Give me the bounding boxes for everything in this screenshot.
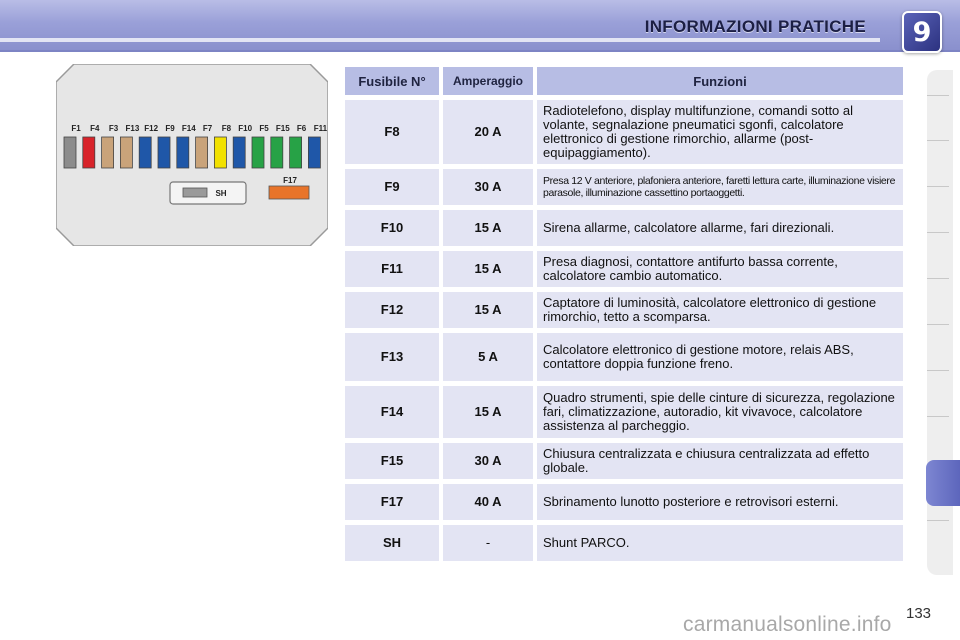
- fuse-amperage: 15 A: [443, 251, 533, 287]
- table-row: [345, 292, 903, 328]
- fuse-label-f5: F5: [259, 124, 269, 133]
- fuse-f9: [158, 137, 170, 168]
- fuse-label-f4: F4: [90, 124, 100, 133]
- fuse-id: F8: [345, 100, 439, 164]
- fuse-box-outline: [56, 64, 328, 246]
- header-amperage: Amperaggio: [443, 67, 533, 95]
- side-tab-divider: [927, 232, 949, 233]
- fuse-f15: [271, 137, 283, 168]
- fuse-function: Quadro strumenti, spie delle cinture di sicurezza, regolazione fari, climatizzazione, autoradio, kit vivavoce, calcolatore assistenza al parcheggio.: [537, 386, 903, 438]
- fuse-function: Sirena allarme, calcolatore allarme, fari direzionali.: [537, 210, 903, 246]
- fuse-label-f1: F1: [71, 124, 81, 133]
- side-tab-divider: [927, 95, 949, 96]
- fuse-f1: [64, 137, 76, 168]
- header-stripe: [0, 38, 880, 42]
- side-tab-active-chapter[interactable]: [926, 460, 960, 506]
- shunt-sh: [183, 188, 207, 197]
- fuse-label-f6: F6: [296, 124, 307, 133]
- fuse-amperage: 15 A: [443, 210, 533, 246]
- fuse-label-f8: F8: [221, 124, 232, 133]
- chapter-number: 9: [912, 16, 932, 48]
- shunt-sh-label: SH: [215, 189, 227, 198]
- table-row: [345, 333, 903, 381]
- fuse-f7: [196, 137, 208, 168]
- side-tab-divider: [927, 186, 949, 187]
- table-row: [345, 484, 903, 520]
- fuse-id: F13: [345, 333, 439, 381]
- fuse-f13: [120, 137, 132, 168]
- table-row: [345, 210, 903, 246]
- fuse-f11: [308, 137, 320, 168]
- shunt-sh-housing: [170, 182, 246, 204]
- chapter-header-bar: [0, 0, 960, 52]
- fuse-f14: [177, 137, 189, 168]
- table-row: [345, 443, 903, 479]
- fuse-id: F12: [345, 292, 439, 328]
- fuse-id: F11: [345, 251, 439, 287]
- page-number: 133: [906, 605, 932, 622]
- fuse-amperage: 20 A: [443, 100, 533, 164]
- fuse-f8: [214, 137, 226, 168]
- fuse-label-f7: F7: [202, 124, 213, 133]
- header-functions: Funzioni: [537, 67, 903, 95]
- table-row: [345, 386, 903, 438]
- side-tab-divider: [927, 324, 949, 325]
- watermark-text: carmanualsonline.info: [683, 613, 892, 636]
- side-tab-divider: [927, 140, 949, 141]
- fuse-f3: [102, 137, 114, 168]
- fuse-f4: [83, 137, 95, 168]
- fuse-label-f12: F12: [144, 124, 159, 133]
- fuse-table-header: [345, 67, 903, 95]
- fuse-f10: [233, 137, 245, 168]
- fuse-id: F10: [345, 210, 439, 246]
- fuse-label-f3: F3: [108, 124, 119, 133]
- chapter-title: INFORMAZIONI PRATICHE: [644, 17, 866, 36]
- fuse-function: Chiusura centralizzata e chiusura centralizzata ad effetto globale.: [537, 443, 903, 479]
- fuse-label-f11: F11: [313, 124, 328, 133]
- fuse-id: F9: [345, 169, 439, 205]
- fuse-amperage: 15 A: [443, 386, 533, 438]
- header-fuse-number: Fusibile N°: [345, 67, 439, 95]
- fuse-id: F14: [345, 386, 439, 438]
- fuse-label-f14: F14: [181, 124, 196, 133]
- table-row: [345, 100, 903, 164]
- fuse-amperage: 15 A: [443, 292, 533, 328]
- side-tab-divider: [927, 520, 949, 521]
- fuse-function: Sbrinamento lunotto posteriore e retrovisori esterni.: [537, 484, 903, 520]
- fuse-label-f9: F9: [165, 124, 175, 133]
- fuse-amperage: 5 A: [443, 333, 533, 381]
- table-row: [345, 525, 903, 561]
- fuse-function: Shunt PARCO.: [537, 525, 903, 561]
- fuse-id: SH: [345, 525, 439, 561]
- fuse-amperage: 30 A: [443, 169, 533, 205]
- table-row: [345, 251, 903, 287]
- fuse-amperage: 30 A: [443, 443, 533, 479]
- fuse-function: Radiotelefono, display multifunzione, comandi sotto al volante, segnalazione pneumatici sgonfi, calcolatore elettronico di gestione rimorchio, allarme (post-equipaggiamento).: [537, 100, 903, 164]
- side-tab-divider: [927, 370, 949, 371]
- fuse-f6: [290, 137, 302, 168]
- fuse-id: F17: [345, 484, 439, 520]
- fuse-function: Calcolatore elettronico di gestione motore, relais ABS, contattore doppia funzione freno.: [537, 333, 903, 381]
- fuse-label-f10: F10: [238, 124, 253, 133]
- fuse-id: F15: [345, 443, 439, 479]
- fuse-f5: [252, 137, 264, 168]
- fuse-function: Presa diagnosi, contattore antifurto bassa corrente, calcolatore cambio automatico.: [537, 251, 903, 287]
- fuse-function: Presa 12 V anteriore, plafoniera anteriore, faretti lettura carte, illuminazione visiere parasole, illuminazione cassettino portaoggetti.: [537, 169, 903, 205]
- fuse-label-f13: F13: [125, 124, 140, 133]
- chapter-number-badge: [902, 11, 942, 53]
- table-row: [345, 169, 903, 205]
- fuse-label-f15: F15: [275, 124, 290, 133]
- fuse-amperage: 40 A: [443, 484, 533, 520]
- fuse-f12: [139, 137, 151, 168]
- fuse-table: [341, 62, 907, 566]
- side-tab-divider: [927, 278, 949, 279]
- fuse-amperage: -: [443, 525, 533, 561]
- fuse-function: Captatore di luminosità, calcolatore elettronico di gestione rimorchio, tetto a scomparsa.: [537, 292, 903, 328]
- fuse-f17-label: F17: [283, 176, 297, 185]
- side-tab-divider: [927, 416, 949, 417]
- fuse-box-diagram: [56, 64, 328, 246]
- fuse-f17: [269, 186, 309, 199]
